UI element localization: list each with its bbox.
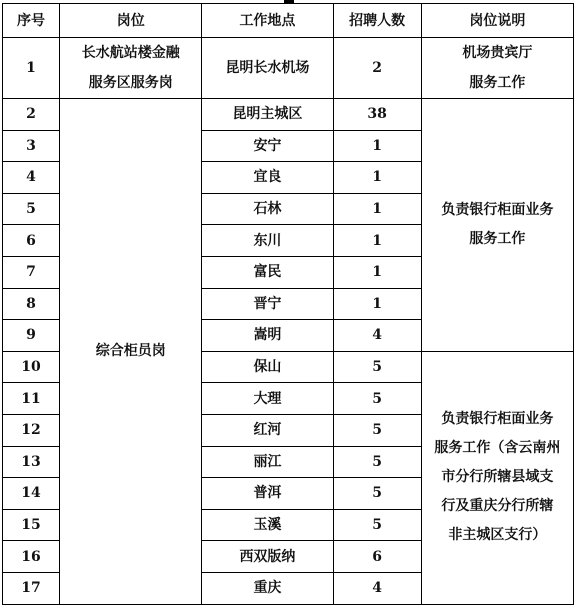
row-location: 普洱	[202, 478, 333, 510]
header-count: 招聘人数	[333, 4, 421, 38]
row-count: 1	[333, 256, 421, 288]
description-line: 负责银行柜面业务	[441, 201, 554, 218]
row-description	[421, 38, 573, 99]
row-no: 12	[3, 414, 60, 446]
row-count: 5	[333, 414, 421, 446]
row-count: 1	[333, 225, 421, 257]
description-line: 服务工作	[469, 230, 526, 247]
row-location: 昆明长水机场	[202, 38, 333, 99]
row-no: 17	[3, 572, 60, 604]
row-count: 4	[333, 572, 421, 604]
header-position: 岗位	[60, 4, 202, 38]
row-no: 8	[3, 288, 60, 320]
position-line: 长水航站楼金融	[81, 45, 180, 61]
table-row	[3, 38, 574, 99]
row-no: 5	[3, 193, 60, 225]
merged-position: 综合柜员岗	[60, 99, 202, 605]
row-no: 14	[3, 478, 60, 510]
row-count: 1	[333, 130, 421, 162]
table-row	[3, 99, 574, 131]
description-line: 服务工作	[469, 75, 526, 91]
row-count: 1	[333, 193, 421, 225]
row-location: 嵩明	[202, 320, 333, 352]
row-no: 10	[3, 351, 60, 383]
row-no: 11	[3, 383, 60, 415]
row-no: 6	[3, 225, 60, 257]
row-count: 5	[333, 478, 421, 510]
row-location: 东川	[202, 225, 333, 257]
row-count: 5	[333, 351, 421, 383]
row-no: 16	[3, 541, 60, 573]
header-location: 工作地点	[202, 4, 333, 38]
row-count: 6	[333, 541, 421, 573]
description-line: 市分行所辖县域支	[441, 469, 554, 486]
row-location: 丽江	[202, 446, 333, 478]
row-location: 富民	[202, 256, 333, 288]
description-line: 机场贵宾厅	[462, 45, 533, 61]
row-location: 石林	[202, 193, 333, 225]
row-no: 3	[3, 130, 60, 162]
description-group-a	[421, 99, 573, 352]
row-location: 玉溪	[202, 509, 333, 541]
header-row	[3, 4, 574, 38]
row-no: 9	[3, 320, 60, 352]
row-no: 15	[3, 509, 60, 541]
recruitment-table	[2, 3, 574, 605]
row-location: 重庆	[202, 572, 333, 604]
row-count: 1	[333, 288, 421, 320]
row-count: 4	[333, 320, 421, 352]
row-location: 昆明主城区	[202, 99, 333, 131]
row-no: 4	[3, 162, 60, 194]
row-location: 安宁	[202, 130, 333, 162]
row-no: 2	[3, 99, 60, 131]
row-count: 5	[333, 446, 421, 478]
row-count: 2	[333, 38, 421, 99]
description-line: 服务工作（含云南州	[434, 440, 561, 457]
header-description: 岗位说明	[421, 4, 573, 38]
row-location: 大理	[202, 383, 333, 415]
description-line: 非主城区支行）	[448, 527, 547, 544]
row-location: 西双版纳	[202, 541, 333, 573]
header-no: 序号	[3, 4, 60, 38]
row-count: 5	[333, 509, 421, 541]
position-line: 服务区服务岗	[88, 75, 173, 91]
row-count: 38	[333, 99, 421, 131]
description-line: 行及重庆分行所辖	[441, 498, 554, 515]
description-group-b	[421, 351, 573, 604]
row-location: 红河	[202, 414, 333, 446]
row-no: 1	[3, 38, 60, 99]
description-line: 负责银行柜面业务	[441, 411, 554, 428]
row-position	[60, 38, 202, 99]
row-no: 7	[3, 256, 60, 288]
row-location: 保山	[202, 351, 333, 383]
row-no: 13	[3, 446, 60, 478]
row-count: 5	[333, 383, 421, 415]
row-location: 宜良	[202, 162, 333, 194]
row-location: 晋宁	[202, 288, 333, 320]
row-count: 1	[333, 162, 421, 194]
